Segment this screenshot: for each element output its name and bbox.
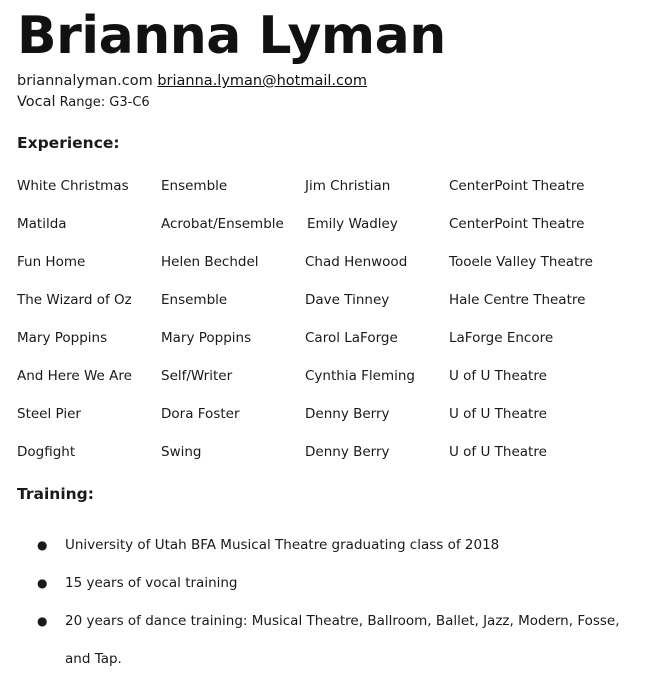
experience-heading: Experience: [17, 134, 120, 152]
bullet-icon: ● [37, 538, 48, 552]
experience-venue: U of U Theatre [449, 368, 547, 384]
experience-venue: U of U Theatre [449, 406, 547, 422]
experience-venue: U of U Theatre [449, 444, 547, 460]
experience-show-title: Fun Home [17, 254, 86, 270]
experience-role: Acrobat/Ensemble [161, 216, 284, 232]
resume-name: Brianna Lyman [17, 6, 446, 66]
experience-role: Swing [161, 444, 202, 460]
experience-show-title: And Here We Are [17, 368, 132, 384]
experience-show-title: Dogfight [17, 444, 76, 460]
experience-director: Denny Berry [305, 406, 390, 422]
experience-show-title: White Christmas [17, 178, 129, 194]
experience-director: Jim Christian [305, 178, 391, 194]
experience-show-title: Matilda [17, 216, 67, 232]
experience-venue: CenterPoint Theatre [449, 178, 585, 194]
contact-line [17, 72, 367, 90]
experience-director: Cynthia Fleming [305, 368, 415, 384]
experience-director: Denny Berry [305, 444, 390, 460]
training-item-text: 20 years of dance training: Musical Theatre, Ballroom, Ballet, Jazz, Modern, Fosse, and Tap. [65, 613, 620, 667]
vocal-range: Range: G3-C6 [59, 95, 150, 110]
website-text: briannalyman.com [17, 73, 153, 89]
experience-director: Dave Tinney [305, 292, 390, 308]
experience-role: Ensemble [161, 178, 228, 194]
experience-role: Helen Bechdel [161, 254, 259, 270]
experience-show-title: Steel Pier [17, 406, 81, 422]
experience-venue: Hale Centre Theatre [449, 292, 586, 308]
experience-role: Self/Writer [161, 368, 233, 384]
training-item [37, 564, 637, 602]
experience-venue: LaForge Encore [449, 330, 554, 346]
training-list [37, 526, 637, 678]
training-heading: Training: [17, 485, 94, 503]
experience-venue: Tooele Valley Theatre [449, 254, 593, 270]
training-item-text: 15 years of vocal training [65, 575, 238, 591]
experience-director: Carol LaForge [305, 330, 398, 346]
vocal-label: Vocal [17, 94, 56, 110]
experience-show-title: Mary Poppins [17, 330, 108, 346]
bullet-icon: ● [37, 576, 48, 590]
training-item [37, 602, 637, 678]
experience-director: Emily Wadley [307, 216, 398, 232]
vocal-line [17, 93, 150, 112]
training-item [37, 526, 637, 564]
experience-director: Chad Henwood [305, 254, 408, 270]
training-item-text: University of Utah BFA Musical Theatre graduating class of 2018 [65, 537, 500, 553]
experience-role: Mary Poppins [161, 330, 252, 346]
experience-role: Dora Foster [161, 406, 240, 422]
email-link[interactable]: brianna.lyman@hotmail.com [157, 73, 367, 89]
experience-venue: CenterPoint Theatre [449, 216, 585, 232]
experience-role: Ensemble [161, 292, 228, 308]
experience-show-title: The Wizard of Oz [17, 292, 132, 308]
bullet-icon: ● [37, 614, 48, 628]
